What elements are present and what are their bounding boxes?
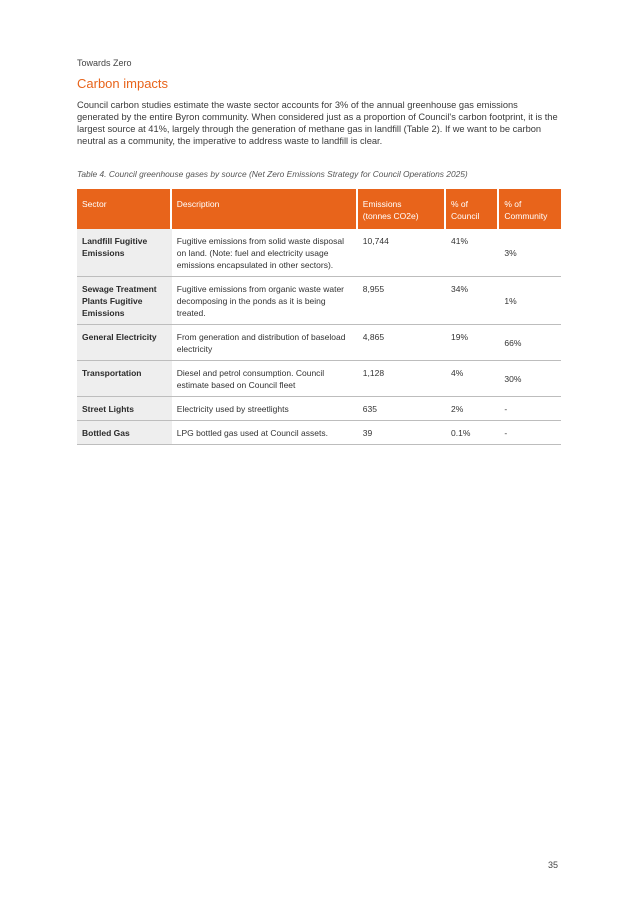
- table-caption: Table 4. Council greenhouse gases by source (Net Zero Emissions Strategy for Council Operations 2025): [77, 169, 468, 179]
- running-header: Towards Zero: [77, 58, 132, 68]
- community-percent-cell: -: [499, 421, 561, 445]
- community-percent-cell: -: [499, 397, 561, 421]
- header-sector-label: Sector: [82, 199, 107, 209]
- description-cell: Electricity used by streetlights: [172, 397, 358, 421]
- sector-cell: General Electricity: [77, 325, 172, 361]
- page-number: 35: [548, 860, 559, 870]
- description-cell: Diesel and petrol consumption. Council estimate based on Council fleet: [172, 361, 358, 397]
- section-heading: Carbon impacts: [77, 76, 169, 91]
- emissions-cell: 1,128: [358, 361, 446, 397]
- table-row: [77, 229, 561, 277]
- council-percent-cell: 2%: [446, 397, 499, 421]
- emissions-cell: 10,744: [358, 229, 446, 277]
- table-header-row: [77, 189, 561, 229]
- council-percent-cell: 34%: [446, 277, 499, 325]
- table-row: [77, 325, 561, 361]
- body-paragraph: Council carbon studies estimate the waste sector accounts for 3% of the annual greenhouse gas emissions generated by the entire Byron community. When considered just as a proportion of Council's carbon footprint, it is the largest source at 41%, largely through the generation of methane gas in landfill (Table 2). If we want to be carbon neutral as a community, the imperative to address waste to landfill is clear.: [77, 100, 558, 146]
- header-community: [499, 189, 561, 229]
- description-cell: Fugitive emissions from organic waste water decomposing in the ponds as it is being treated.: [172, 277, 358, 325]
- table-row: [77, 361, 561, 397]
- header-emissions-line1: Emissions: [362, 199, 402, 209]
- greenhouse-gas-table: [77, 189, 561, 445]
- sector-cell: Bottled Gas: [77, 421, 172, 445]
- table-row: [77, 421, 561, 445]
- header-community-line2: Community: [504, 211, 548, 221]
- emissions-cell: 8,955: [358, 277, 446, 325]
- header-council: [446, 189, 499, 229]
- header-council-line1: % of: [451, 199, 469, 209]
- table-row: [77, 397, 561, 421]
- description-cell: Fugitive emissions from solid waste disposal on land. (Note: fuel and electricity usage emissions encapsulated in other sectors).: [172, 229, 358, 277]
- community-percent-cell: 30%: [499, 361, 561, 397]
- sector-cell: Sewage Treatment Plants Fugitive Emissions: [77, 277, 172, 325]
- header-council-line2: Council: [451, 211, 480, 221]
- council-percent-cell: 19%: [446, 325, 499, 361]
- table-row: [77, 277, 561, 325]
- header-description-label: Description: [176, 199, 220, 209]
- header-emissions: [358, 189, 446, 229]
- sector-cell: Street Lights: [77, 397, 172, 421]
- emissions-cell: 635: [358, 397, 446, 421]
- header-emissions-line2: (tonnes CO2e): [362, 211, 419, 221]
- header-description: [172, 189, 358, 229]
- community-percent-cell: 66%: [499, 325, 561, 361]
- emissions-cell: 4,865: [358, 325, 446, 361]
- header-community-line1: % of: [504, 199, 522, 209]
- emissions-cell: 39: [358, 421, 446, 445]
- header-sector: [77, 189, 172, 229]
- community-percent-cell: 1%: [499, 277, 561, 325]
- council-percent-cell: 4%: [446, 361, 499, 397]
- sector-cell: Landfill Fugitive Emissions: [77, 229, 172, 277]
- description-cell: From generation and distribution of baseload electricity: [172, 325, 358, 361]
- sector-cell: Transportation: [77, 361, 172, 397]
- council-percent-cell: 0.1%: [446, 421, 499, 445]
- council-percent-cell: 41%: [446, 229, 499, 277]
- community-percent-cell: 3%: [499, 229, 561, 277]
- description-cell: LPG bottled gas used at Council assets.: [172, 421, 358, 445]
